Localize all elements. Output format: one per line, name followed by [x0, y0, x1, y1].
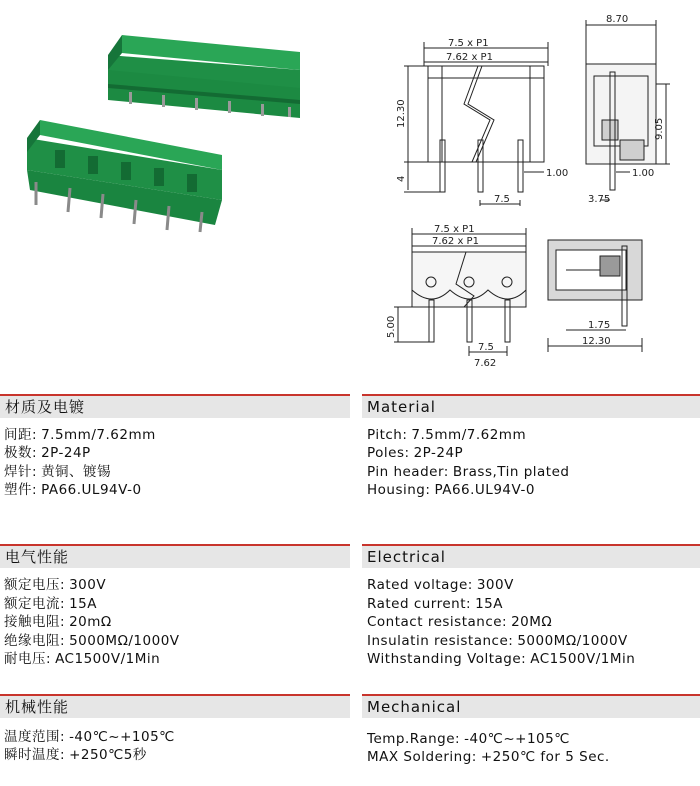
section-header-mechanical-en: Mechanical [362, 694, 700, 718]
spec-label: 焊针: [4, 464, 38, 480]
spec-value: AC1500V/1Min [55, 651, 161, 667]
spec-value: 2P-24P [41, 445, 91, 461]
spec-row [4, 613, 112, 631]
dim-bottom-pitch2: 7.62 x P1 [432, 236, 479, 247]
spec-value: Brass,Tin plated [452, 464, 570, 480]
spec-value: 7.5mm/7.62mm [411, 427, 527, 443]
spec-row [4, 481, 142, 499]
front-view-drawing [396, 38, 568, 206]
dim-pin-width: 1.00 [546, 168, 569, 179]
dim-pitch1: 7.5 x P1 [448, 38, 489, 49]
spec-label: Pin header: [367, 464, 449, 480]
spec-label: 瞬时温度: [4, 747, 66, 763]
connector-back-image [108, 35, 300, 118]
section-view-drawing [548, 240, 642, 352]
dim-section-d1: 1.75 [588, 320, 611, 331]
spec-row [367, 576, 514, 594]
dim-side-height: 9.05 [654, 117, 665, 140]
dim-bottom-pin-len: 5.00 [386, 315, 397, 338]
spec-value: 300V [69, 577, 107, 593]
spec-label: Rated voltage: [367, 577, 473, 593]
dim-bottom-pitch1: 7.5 x P1 [434, 224, 475, 235]
spec-label: Poles: [367, 445, 410, 461]
technical-drawing [360, 0, 700, 385]
section-header-material-cn: 材质及电镀 [0, 394, 350, 418]
spec-value: 300V [476, 577, 514, 593]
spec-value: 7.5mm/7.62mm [41, 427, 156, 443]
spec-label: Contact resistance: [367, 614, 508, 630]
dim-side-pin: 1.00 [632, 168, 655, 179]
spec-row [4, 444, 91, 462]
dim-pitch: 7.5 [494, 194, 510, 205]
spec-label: 绝缘电阻: [4, 633, 66, 649]
spec-row [4, 463, 111, 481]
spec-label: Insulatin resistance: [367, 633, 514, 649]
dim-section-d2: 12.30 [582, 336, 611, 347]
spec-value: 20mΩ [69, 614, 112, 630]
spec-label: Temp.Range: [367, 731, 461, 747]
spec-value: 15A [69, 596, 97, 612]
spec-row [4, 746, 147, 764]
spec-row [4, 650, 160, 668]
spec-row [367, 444, 463, 462]
spec-row [4, 576, 106, 594]
spec-label: 间距: [4, 427, 38, 443]
spec-value: PA66.UL94V-0 [434, 482, 535, 498]
spec-row [367, 730, 570, 748]
spec-value: 20MΩ [511, 614, 553, 630]
spec-label: 极数: [4, 445, 38, 461]
spec-row [367, 481, 535, 499]
spec-label: Pitch: [367, 427, 408, 443]
spec-label: Withstanding Voltage: [367, 651, 527, 667]
spec-row [367, 748, 610, 766]
spec-row [367, 595, 503, 613]
spec-label: MAX Soldering: [367, 749, 477, 765]
spec-value: +250℃ for 5 Sec. [480, 749, 610, 765]
section-header-electrical-cn: 电气性能 [0, 544, 350, 568]
spec-label: Housing: [367, 482, 431, 498]
product-photo [0, 0, 360, 360]
side-view-drawing [586, 14, 670, 205]
section-header-mechanical-cn: 机械性能 [0, 694, 350, 718]
spec-row [367, 426, 526, 444]
spec-value: -40℃~+105℃ [69, 729, 175, 745]
dim-height: 12.30 [396, 99, 407, 128]
connector-front-image [27, 120, 222, 232]
spec-row [367, 613, 552, 631]
dim-side-offset: 3.75 [588, 194, 611, 205]
spec-value: AC1500V/1Min [530, 651, 636, 667]
spec-value: -40℃~+105℃ [464, 731, 570, 747]
spec-label: 耐电压: [4, 651, 52, 667]
spec-label: Rated current: [367, 596, 472, 612]
spec-row [4, 728, 175, 746]
spec-label: 温度范围: [4, 729, 66, 745]
spec-label: 额定电流: [4, 596, 66, 612]
spec-label: 塑件: [4, 482, 38, 498]
spec-value: 5000MΩ/1000V [517, 633, 628, 649]
dim-side-width: 8.70 [606, 14, 629, 25]
spec-label: 接触电阻: [4, 614, 66, 630]
spec-row [4, 595, 97, 613]
section-header-electrical-en: Electrical [362, 544, 700, 568]
spec-value: 黄铜、镀锡 [41, 464, 112, 480]
section-header-material-en: Material [362, 394, 700, 418]
dim-bottom-pitch-a: 7.5 [478, 342, 494, 353]
spec-value: 2P-24P [413, 445, 464, 461]
bottom-view-drawing [386, 224, 526, 369]
dim-pin-len: 4 [396, 175, 407, 182]
spec-value: +250℃5秒 [69, 747, 147, 763]
spec-row [367, 632, 628, 650]
spec-value: 15A [475, 596, 503, 612]
spec-row [4, 632, 180, 650]
spec-value: 5000MΩ/1000V [69, 633, 180, 649]
dim-pitch2: 7.62 x P1 [446, 52, 493, 63]
spec-row [367, 650, 635, 668]
dim-bottom-pitch-b: 7.62 [474, 358, 497, 369]
spec-value: PA66.UL94V-0 [41, 482, 142, 498]
spec-label: 额定电压: [4, 577, 66, 593]
spec-row [367, 463, 569, 481]
spec-row [4, 426, 156, 444]
